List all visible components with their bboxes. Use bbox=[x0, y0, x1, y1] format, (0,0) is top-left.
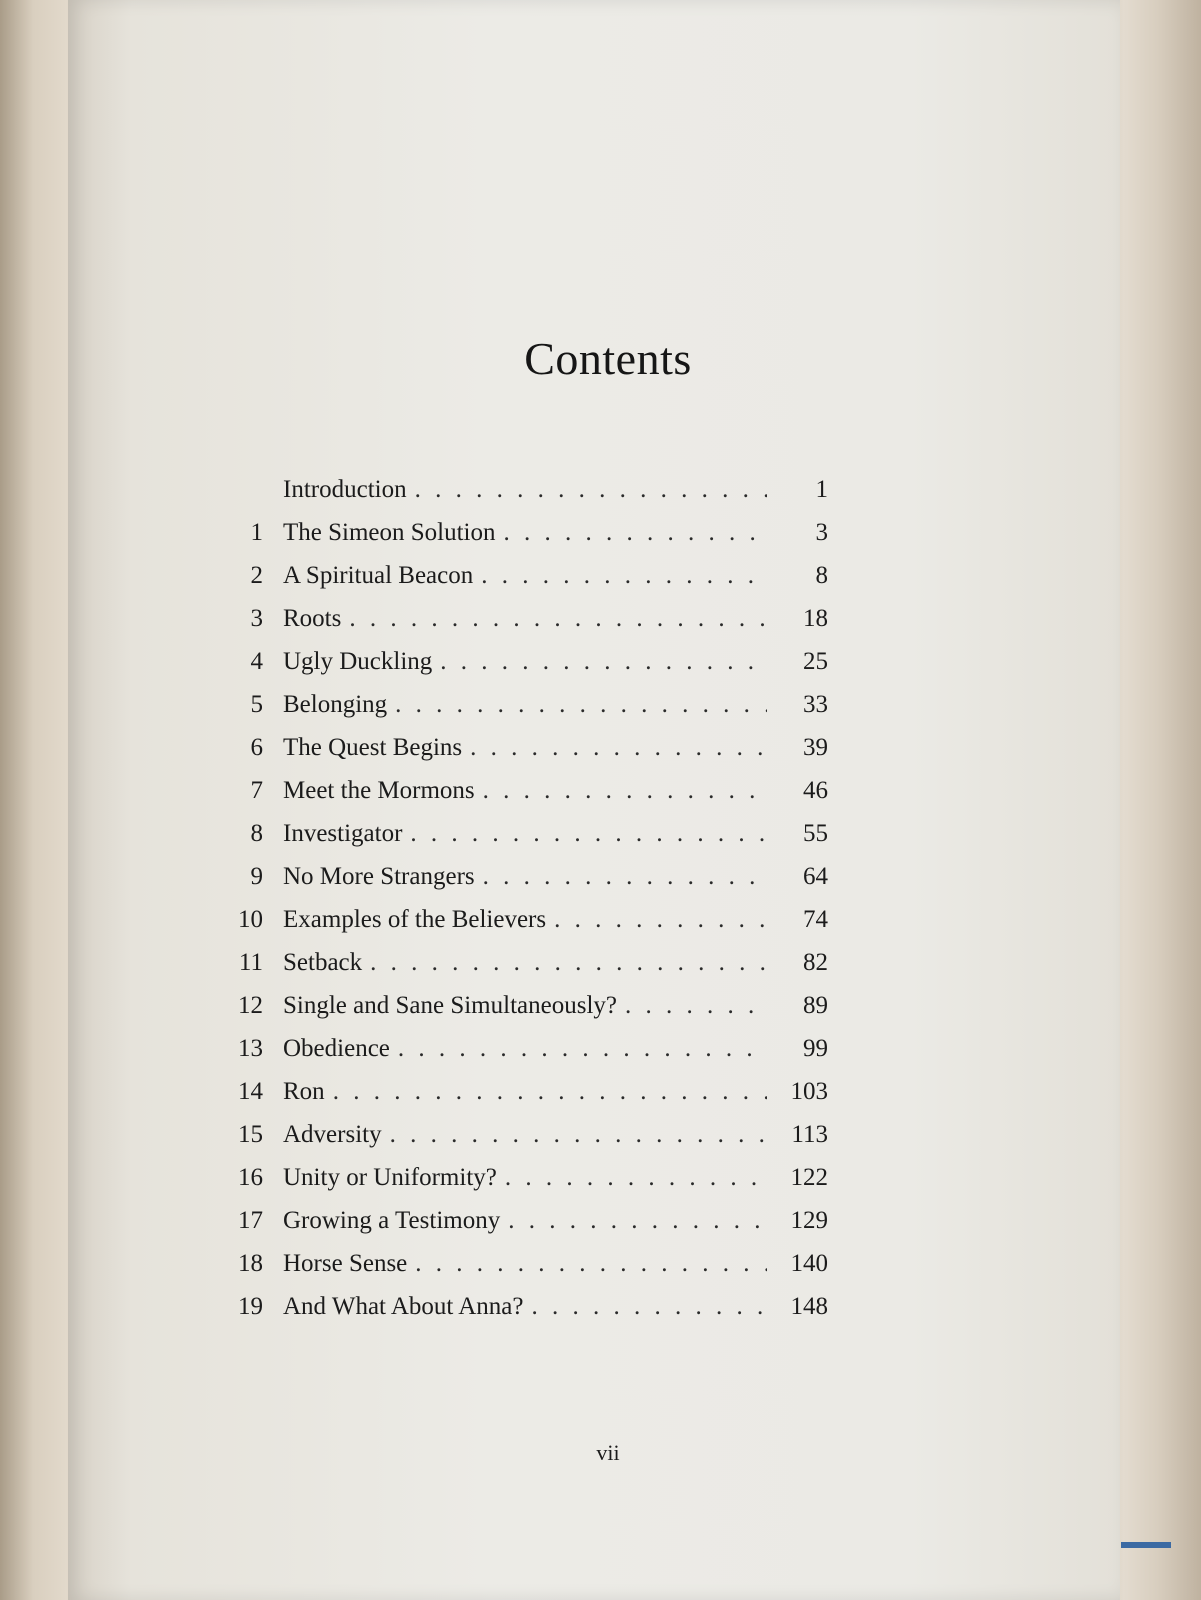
dot-leader bbox=[504, 519, 768, 547]
toc-entry bbox=[228, 863, 828, 906]
chapter-title: Introduction bbox=[283, 476, 407, 503]
toc-entry bbox=[228, 562, 828, 605]
chapter-title: Ugly Duckling bbox=[283, 648, 433, 675]
dot-leader bbox=[390, 1121, 767, 1149]
chapter-number: 7 bbox=[250, 777, 263, 804]
chapter-number: 10 bbox=[238, 906, 263, 933]
toc-entry bbox=[228, 906, 828, 949]
chapter-number: 2 bbox=[250, 562, 263, 589]
page-number: 1 bbox=[815, 476, 828, 503]
toc-entry bbox=[228, 1250, 828, 1293]
toc-entry bbox=[228, 734, 828, 777]
table-of-contents bbox=[228, 476, 828, 1336]
page-title: Contents bbox=[524, 333, 692, 384]
toc-entry bbox=[228, 992, 828, 1035]
page-number: 103 bbox=[790, 1078, 828, 1105]
page-folio: vii bbox=[596, 1440, 620, 1465]
chapter-title: Adversity bbox=[283, 1121, 382, 1148]
dot-leader bbox=[554, 906, 767, 934]
dot-leader bbox=[470, 734, 767, 762]
dot-leader bbox=[531, 1293, 767, 1321]
chapter-number: 19 bbox=[238, 1293, 263, 1320]
page-number: 122 bbox=[790, 1164, 828, 1191]
chapter-title: Investigator bbox=[283, 820, 403, 847]
page-number: 18 bbox=[803, 605, 828, 632]
toc-entry bbox=[228, 476, 828, 519]
dot-leader bbox=[440, 648, 767, 676]
page-number: 74 bbox=[803, 906, 828, 933]
page-number: 99 bbox=[803, 1035, 828, 1062]
dot-leader bbox=[415, 1250, 767, 1278]
page-number: 55 bbox=[803, 820, 828, 847]
chapter-number: 5 bbox=[250, 691, 263, 718]
chapter-title: Belonging bbox=[283, 691, 388, 718]
chapter-number: 3 bbox=[250, 605, 263, 632]
chapter-title: Horse Sense bbox=[283, 1250, 408, 1277]
chapter-title: The Quest Begins bbox=[283, 734, 463, 761]
chapter-title: Obedience bbox=[283, 1035, 390, 1062]
toc-entry bbox=[228, 1207, 828, 1250]
toc-entry bbox=[228, 1121, 828, 1164]
chapter-number: 15 bbox=[238, 1121, 263, 1148]
chapter-number: 16 bbox=[238, 1164, 263, 1191]
bookmark-ribbon bbox=[1121, 1542, 1171, 1548]
toc-entry bbox=[228, 1293, 828, 1336]
dot-leader bbox=[483, 863, 767, 891]
chapter-title: Single and Sane Simultaneously? bbox=[283, 992, 617, 1019]
chapter-number: 4 bbox=[250, 648, 263, 675]
page-number: 39 bbox=[803, 734, 828, 761]
page-number: 82 bbox=[803, 949, 828, 976]
toc-entry bbox=[228, 648, 828, 691]
chapter-title: Setback bbox=[283, 949, 363, 976]
chapter-title: Meet the Mormons bbox=[283, 777, 475, 804]
page-number: 33 bbox=[803, 691, 828, 718]
dot-leader bbox=[505, 1164, 767, 1192]
chapter-number: 12 bbox=[238, 992, 263, 1019]
dot-leader bbox=[370, 949, 767, 977]
dot-leader bbox=[415, 476, 767, 504]
chapter-title: And What About Anna? bbox=[283, 1293, 524, 1320]
chapter-title: Growing a Testimony bbox=[283, 1207, 501, 1234]
chapter-number: 8 bbox=[250, 820, 263, 847]
chapter-title: Unity or Uniformity? bbox=[283, 1164, 497, 1191]
toc-entry bbox=[228, 820, 828, 863]
toc-entry bbox=[228, 605, 828, 648]
toc-entry bbox=[228, 519, 828, 562]
dot-leader bbox=[333, 1078, 767, 1106]
dot-leader bbox=[395, 691, 767, 719]
page-number: 140 bbox=[790, 1250, 828, 1277]
chapter-title: No More Strangers bbox=[283, 863, 475, 890]
chapter-number: 9 bbox=[250, 863, 263, 890]
contents-page bbox=[68, 0, 1120, 1600]
chapter-title: The Simeon Solution bbox=[283, 519, 496, 546]
chapter-title: Examples of the Believers bbox=[283, 906, 547, 933]
page-number: 3 bbox=[815, 519, 828, 546]
dot-leader bbox=[625, 992, 767, 1020]
chapter-number: 11 bbox=[238, 949, 263, 976]
page-number: 46 bbox=[803, 777, 828, 804]
chapter-number: 1 bbox=[250, 519, 263, 546]
chapter-title: Ron bbox=[283, 1078, 325, 1105]
page-number: 129 bbox=[790, 1207, 828, 1234]
chapter-number: 13 bbox=[238, 1035, 263, 1062]
dot-leader bbox=[398, 1035, 767, 1063]
toc-entry bbox=[228, 691, 828, 734]
dot-leader bbox=[481, 562, 767, 590]
chapter-title: A Spiritual Beacon bbox=[283, 562, 474, 589]
dot-leader bbox=[483, 777, 767, 805]
toc-entry bbox=[228, 1035, 828, 1078]
toc-entry bbox=[228, 1164, 828, 1207]
page-number: 113 bbox=[791, 1121, 828, 1148]
dot-leader bbox=[349, 605, 767, 633]
chapter-title: Roots bbox=[283, 605, 342, 632]
chapter-number: 14 bbox=[238, 1078, 263, 1105]
toc-entry bbox=[228, 949, 828, 992]
chapter-number: 17 bbox=[238, 1207, 263, 1234]
dot-leader bbox=[508, 1207, 767, 1235]
chapter-number: 6 bbox=[250, 734, 263, 761]
toc-entry bbox=[228, 1078, 828, 1121]
page-number: 89 bbox=[803, 992, 828, 1019]
page-number: 25 bbox=[803, 648, 828, 675]
page-number: 148 bbox=[790, 1293, 828, 1320]
page-number: 64 bbox=[803, 863, 828, 890]
page-number: 8 bbox=[815, 562, 828, 589]
chapter-number: 18 bbox=[238, 1250, 263, 1277]
dot-leader bbox=[410, 820, 767, 848]
toc-entry bbox=[228, 777, 828, 820]
